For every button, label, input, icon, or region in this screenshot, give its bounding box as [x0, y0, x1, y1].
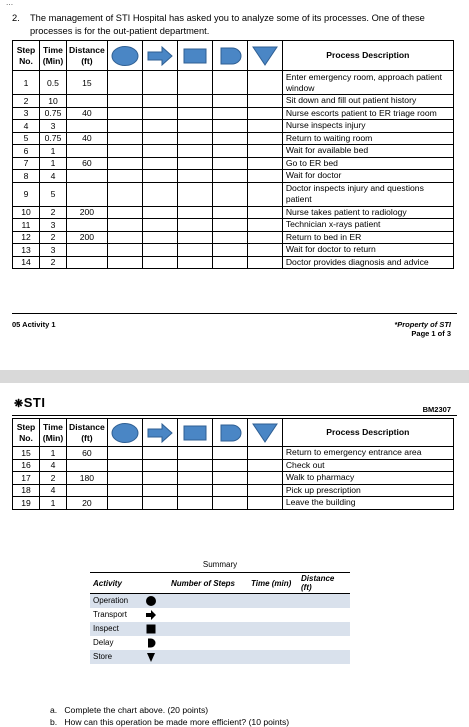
distance-cell: 40: [67, 107, 108, 120]
summary-body: [90, 594, 350, 665]
summary-steps-cell: [168, 622, 248, 636]
sti-logo-mark: ❋: [14, 398, 24, 410]
table-row: [13, 120, 454, 133]
arrow-icon: [145, 45, 175, 67]
time-cell: 5: [40, 182, 67, 206]
table-header-row: [13, 419, 454, 447]
table-row: [13, 107, 454, 120]
description-cell: Nurse inspects injury: [282, 120, 453, 133]
summary-time-cell: [248, 594, 298, 609]
store-cell: [247, 157, 282, 170]
store-cell: [247, 170, 282, 183]
store-cell: [247, 244, 282, 257]
distance-cell: [67, 256, 108, 269]
header-operation-symbol: [107, 41, 142, 71]
store-cell: [247, 95, 282, 108]
time-cell: 1: [40, 447, 67, 460]
description-cell: Pick up prescription: [282, 484, 453, 497]
footer-activity-label: 05 Activity 1: [12, 320, 56, 329]
question-number: 2.: [12, 13, 20, 23]
delay-cell: [212, 447, 247, 460]
table-row: [13, 157, 454, 170]
delay-cell: [212, 170, 247, 183]
description-cell: Nurse takes patient to radiology: [282, 206, 453, 219]
time-cell: 2: [40, 472, 67, 485]
question-2: [12, 12, 457, 38]
header-store-symbol: [247, 41, 282, 71]
store-cell: [247, 447, 282, 460]
document-code: BM2307: [422, 405, 451, 414]
summary-header-time: Time (min): [248, 573, 298, 594]
step-cell: 11: [13, 219, 40, 232]
summary-activity-name: Operation: [93, 596, 129, 606]
delay-cell: [212, 107, 247, 120]
triangle-down-icon: [145, 651, 157, 663]
inspect-cell: [177, 447, 212, 460]
operation-cell: [107, 71, 142, 95]
delay-cell: [212, 120, 247, 133]
distance-cell: [67, 170, 108, 183]
distance-cell: 40: [67, 132, 108, 145]
time-cell: 3: [40, 120, 67, 133]
header-description: Process Description: [282, 41, 453, 71]
page-separator: [0, 370, 469, 383]
transport-cell: [142, 157, 177, 170]
step-cell: 4: [13, 120, 40, 133]
distance-cell: [67, 120, 108, 133]
transport-cell: [142, 95, 177, 108]
header-store-symbol: [247, 419, 282, 447]
operation-cell: [107, 132, 142, 145]
cut-off-text: ...: [6, 0, 14, 7]
description-cell: Go to ER bed: [282, 157, 453, 170]
summary-activity-cell: [90, 650, 168, 664]
store-cell: [247, 206, 282, 219]
operation-cell: [107, 472, 142, 485]
header-description: Process Description: [282, 419, 453, 447]
inspect-cell: [177, 132, 212, 145]
description-cell: Return to waiting room: [282, 132, 453, 145]
step-cell: 10: [13, 206, 40, 219]
description-cell: Technician x-rays patient: [282, 219, 453, 232]
question-text: The management of STI Hospital has asked you to analyze some of its processes. One of these processes is for the out-patient department.: [30, 13, 425, 36]
distance-cell: [67, 182, 108, 206]
store-cell: [247, 472, 282, 485]
inspect-cell: [177, 206, 212, 219]
step-cell: 14: [13, 256, 40, 269]
step-cell: 3: [13, 107, 40, 120]
table-row: [13, 132, 454, 145]
header-delay-symbol: [212, 41, 247, 71]
transport-cell: [142, 71, 177, 95]
header-operation-symbol: [107, 419, 142, 447]
summary-activity-name: Transport: [93, 610, 127, 620]
question-a: a. Complete the chart above. (20 points): [50, 705, 209, 715]
delay-cell: [212, 157, 247, 170]
inspect-cell: [177, 71, 212, 95]
inspect-cell: [177, 157, 212, 170]
description-cell: Leave the building: [282, 497, 453, 510]
distance-cell: 200: [67, 231, 108, 244]
summary-time-cell: [248, 608, 298, 622]
step-cell: 16: [13, 459, 40, 472]
description-cell: Wait for doctor: [282, 170, 453, 183]
summary-distance-cell: [298, 594, 350, 609]
summary-steps-cell: [168, 636, 248, 650]
operation-cell: [107, 231, 142, 244]
time-cell: 4: [40, 170, 67, 183]
distance-cell: [67, 459, 108, 472]
store-cell: [247, 107, 282, 120]
summary-distance-cell: [298, 650, 350, 664]
step-cell: 9: [13, 182, 40, 206]
inspect-cell: [177, 497, 212, 510]
description-cell: Doctor inspects injury and questions patient: [282, 182, 453, 206]
inspect-cell: [177, 231, 212, 244]
header-transport-symbol: [142, 41, 177, 71]
store-cell: [247, 256, 282, 269]
header-step: Step No.: [13, 41, 40, 71]
table-row: [13, 145, 454, 158]
delay-cell: [212, 145, 247, 158]
question-b: b. How can this operation be made more efficient? (10 points): [50, 717, 290, 727]
distance-cell: 20: [67, 497, 108, 510]
step-cell: 12: [13, 231, 40, 244]
table-row: [13, 219, 454, 232]
store-cell: [247, 497, 282, 510]
inspect-cell: [177, 256, 212, 269]
operation-cell: [107, 256, 142, 269]
summary-table: [90, 572, 350, 664]
footer-page-number: Page 1 of 3: [411, 329, 451, 338]
operation-cell: [107, 145, 142, 158]
step-cell: 19: [13, 497, 40, 510]
time-cell: 10: [40, 95, 67, 108]
transport-cell: [142, 497, 177, 510]
store-cell: [247, 120, 282, 133]
step-cell: 15: [13, 447, 40, 460]
footer-property-text: *Property of STI: [394, 320, 451, 329]
table-row: [13, 95, 454, 108]
description-cell: Return to emergency entrance area: [282, 447, 453, 460]
table-row: [13, 182, 454, 206]
inspect-cell: [177, 472, 212, 485]
inspect-cell: [177, 95, 212, 108]
summary-row: [90, 650, 350, 664]
operation-cell: [107, 244, 142, 257]
distance-cell: 60: [67, 157, 108, 170]
operation-cell: [107, 120, 142, 133]
store-cell: [247, 145, 282, 158]
table-row: [13, 447, 454, 460]
store-cell: [247, 219, 282, 232]
summary-distance-cell: [298, 622, 350, 636]
store-cell: [247, 132, 282, 145]
time-cell: 1: [40, 145, 67, 158]
delay-d-icon: [215, 45, 245, 67]
summary-row: [90, 608, 350, 622]
summary-activity-name: Delay: [93, 638, 114, 648]
distance-cell: [67, 244, 108, 257]
summary-title: Summary: [202, 560, 238, 569]
time-cell: 3: [40, 219, 67, 232]
distance-cell: 200: [67, 206, 108, 219]
transport-cell: [142, 132, 177, 145]
distance-cell: 15: [67, 71, 108, 95]
header-time: Time (Min): [40, 41, 67, 71]
header-inspect-symbol: [177, 41, 212, 71]
delay-cell: [212, 95, 247, 108]
time-cell: 4: [40, 484, 67, 497]
operation-cell: [107, 497, 142, 510]
time-cell: 2: [40, 256, 67, 269]
header-divider: [12, 415, 457, 416]
table-row: [13, 472, 454, 485]
distance-cell: [67, 95, 108, 108]
transport-cell: [142, 219, 177, 232]
delay-d-icon: [145, 637, 157, 649]
store-cell: [247, 484, 282, 497]
footer-property: [394, 320, 451, 338]
table-header-row: [13, 41, 454, 71]
time-cell: 1: [40, 157, 67, 170]
table-row: [13, 484, 454, 497]
inspect-cell: [177, 170, 212, 183]
delay-cell: [212, 231, 247, 244]
transport-cell: [142, 182, 177, 206]
triangle-down-icon: [250, 45, 280, 67]
delay-cell: [212, 206, 247, 219]
time-cell: 4: [40, 459, 67, 472]
description-cell: Enter emergency room, approach patient window: [282, 71, 453, 95]
table-row: [13, 71, 454, 95]
table-row: [13, 231, 454, 244]
operation-cell: [107, 219, 142, 232]
square-icon: [145, 623, 157, 635]
summary-row: [90, 636, 350, 650]
summary-time-cell: [248, 622, 298, 636]
store-cell: [247, 182, 282, 206]
operation-cell: [107, 107, 142, 120]
arrow-icon: [145, 422, 175, 444]
summary-activity-name: Inspect: [93, 624, 119, 634]
step-cell: 8: [13, 170, 40, 183]
step-cell: 13: [13, 244, 40, 257]
delay-cell: [212, 219, 247, 232]
operation-cell: [107, 157, 142, 170]
delay-cell: [212, 244, 247, 257]
description-cell: Sit down and fill out patient history: [282, 95, 453, 108]
operation-cell: [107, 484, 142, 497]
operation-cell: [107, 95, 142, 108]
square-icon: [180, 422, 210, 444]
operation-cell: [107, 170, 142, 183]
summary-activity-cell: [90, 636, 168, 650]
document-page-2: [0, 383, 469, 727]
time-cell: 2: [40, 231, 67, 244]
circle-icon: [110, 422, 140, 444]
table-body-page-1: [13, 71, 454, 269]
header-distance: Distance (ft): [67, 419, 108, 447]
step-cell: 18: [13, 484, 40, 497]
operation-cell: [107, 459, 142, 472]
header-step: Step No.: [13, 419, 40, 447]
delay-cell: [212, 472, 247, 485]
header-time: Time (Min): [40, 419, 67, 447]
transport-cell: [142, 170, 177, 183]
time-cell: 0.75: [40, 132, 67, 145]
transport-cell: [142, 206, 177, 219]
transport-cell: [142, 459, 177, 472]
store-cell: [247, 459, 282, 472]
description-cell: Walk to pharmacy: [282, 472, 453, 485]
delay-cell: [212, 256, 247, 269]
summary-row: [90, 622, 350, 636]
description-cell: Nurse escorts patient to ER triage room: [282, 107, 453, 120]
document-page-1: [0, 0, 469, 360]
transport-cell: [142, 244, 177, 257]
summary-time-cell: [248, 650, 298, 664]
summary-steps-cell: [168, 594, 248, 609]
delay-cell: [212, 182, 247, 206]
process-table-page-2: [12, 418, 454, 510]
summary-header-distance: Distance (ft): [298, 573, 350, 594]
step-cell: 7: [13, 157, 40, 170]
inspect-cell: [177, 484, 212, 497]
triangle-down-icon: [250, 422, 280, 444]
table-body-page-2: [13, 447, 454, 510]
summary-distance-cell: [298, 636, 350, 650]
time-cell: 3: [40, 244, 67, 257]
circle-icon: [110, 45, 140, 67]
store-cell: [247, 71, 282, 95]
summary-activity-cell: [90, 608, 168, 622]
inspect-cell: [177, 182, 212, 206]
summary-row: [90, 594, 350, 609]
step-cell: 6: [13, 145, 40, 158]
transport-cell: [142, 484, 177, 497]
operation-cell: [107, 206, 142, 219]
summary-header-row: [90, 573, 350, 594]
header-delay-symbol: [212, 419, 247, 447]
summary-activity-cell: [90, 622, 168, 636]
step-cell: 5: [13, 132, 40, 145]
summary-distance-cell: [298, 608, 350, 622]
transport-cell: [142, 120, 177, 133]
transport-cell: [142, 447, 177, 460]
description-cell: Check out: [282, 459, 453, 472]
description-cell: Return to bed in ER: [282, 231, 453, 244]
distance-cell: 180: [67, 472, 108, 485]
transport-cell: [142, 107, 177, 120]
transport-cell: [142, 145, 177, 158]
delay-cell: [212, 132, 247, 145]
step-cell: 2: [13, 95, 40, 108]
table-row: [13, 497, 454, 510]
header-transport-symbol: [142, 419, 177, 447]
table-row: [13, 170, 454, 183]
time-cell: 2: [40, 206, 67, 219]
distance-cell: [67, 145, 108, 158]
time-cell: 0.5: [40, 71, 67, 95]
sti-logo-text: STI: [23, 395, 46, 410]
delay-cell: [212, 71, 247, 95]
header-distance: Distance (ft): [67, 41, 108, 71]
transport-cell: [142, 231, 177, 244]
inspect-cell: [177, 244, 212, 257]
header-inspect-symbol: [177, 419, 212, 447]
table-row: [13, 206, 454, 219]
description-cell: Wait for available bed: [282, 145, 453, 158]
step-cell: 17: [13, 472, 40, 485]
transport-cell: [142, 256, 177, 269]
process-table-page-1: [12, 40, 454, 269]
table-row: [13, 256, 454, 269]
table-row: [13, 244, 454, 257]
delay-cell: [212, 497, 247, 510]
summary-steps-cell: [168, 650, 248, 664]
footer-divider: [12, 313, 457, 314]
delay-cell: [212, 459, 247, 472]
sti-logo: [14, 395, 45, 410]
time-cell: 1: [40, 497, 67, 510]
table-row: [13, 459, 454, 472]
description-cell: Doctor provides diagnosis and advice: [282, 256, 453, 269]
summary-activity-cell: [90, 594, 168, 609]
delay-cell: [212, 484, 247, 497]
distance-cell: 60: [67, 447, 108, 460]
step-cell: 1: [13, 71, 40, 95]
inspect-cell: [177, 459, 212, 472]
summary-block: [90, 560, 350, 664]
time-cell: 0.75: [40, 107, 67, 120]
inspect-cell: [177, 120, 212, 133]
description-cell: Wait for doctor to return: [282, 244, 453, 257]
inspect-cell: [177, 107, 212, 120]
transport-cell: [142, 472, 177, 485]
inspect-cell: [177, 219, 212, 232]
inspect-cell: [177, 145, 212, 158]
operation-cell: [107, 182, 142, 206]
summary-activity-name: Store: [93, 652, 113, 662]
summary-header-steps: Number of Steps: [168, 573, 248, 594]
delay-d-icon: [215, 422, 245, 444]
summary-steps-cell: [168, 608, 248, 622]
distance-cell: [67, 484, 108, 497]
distance-cell: [67, 219, 108, 232]
summary-header-activity: Activity: [90, 573, 168, 594]
circle-icon: [145, 595, 157, 607]
store-cell: [247, 231, 282, 244]
summary-time-cell: [248, 636, 298, 650]
arrow-icon: [145, 609, 157, 621]
operation-cell: [107, 447, 142, 460]
square-icon: [180, 45, 210, 67]
